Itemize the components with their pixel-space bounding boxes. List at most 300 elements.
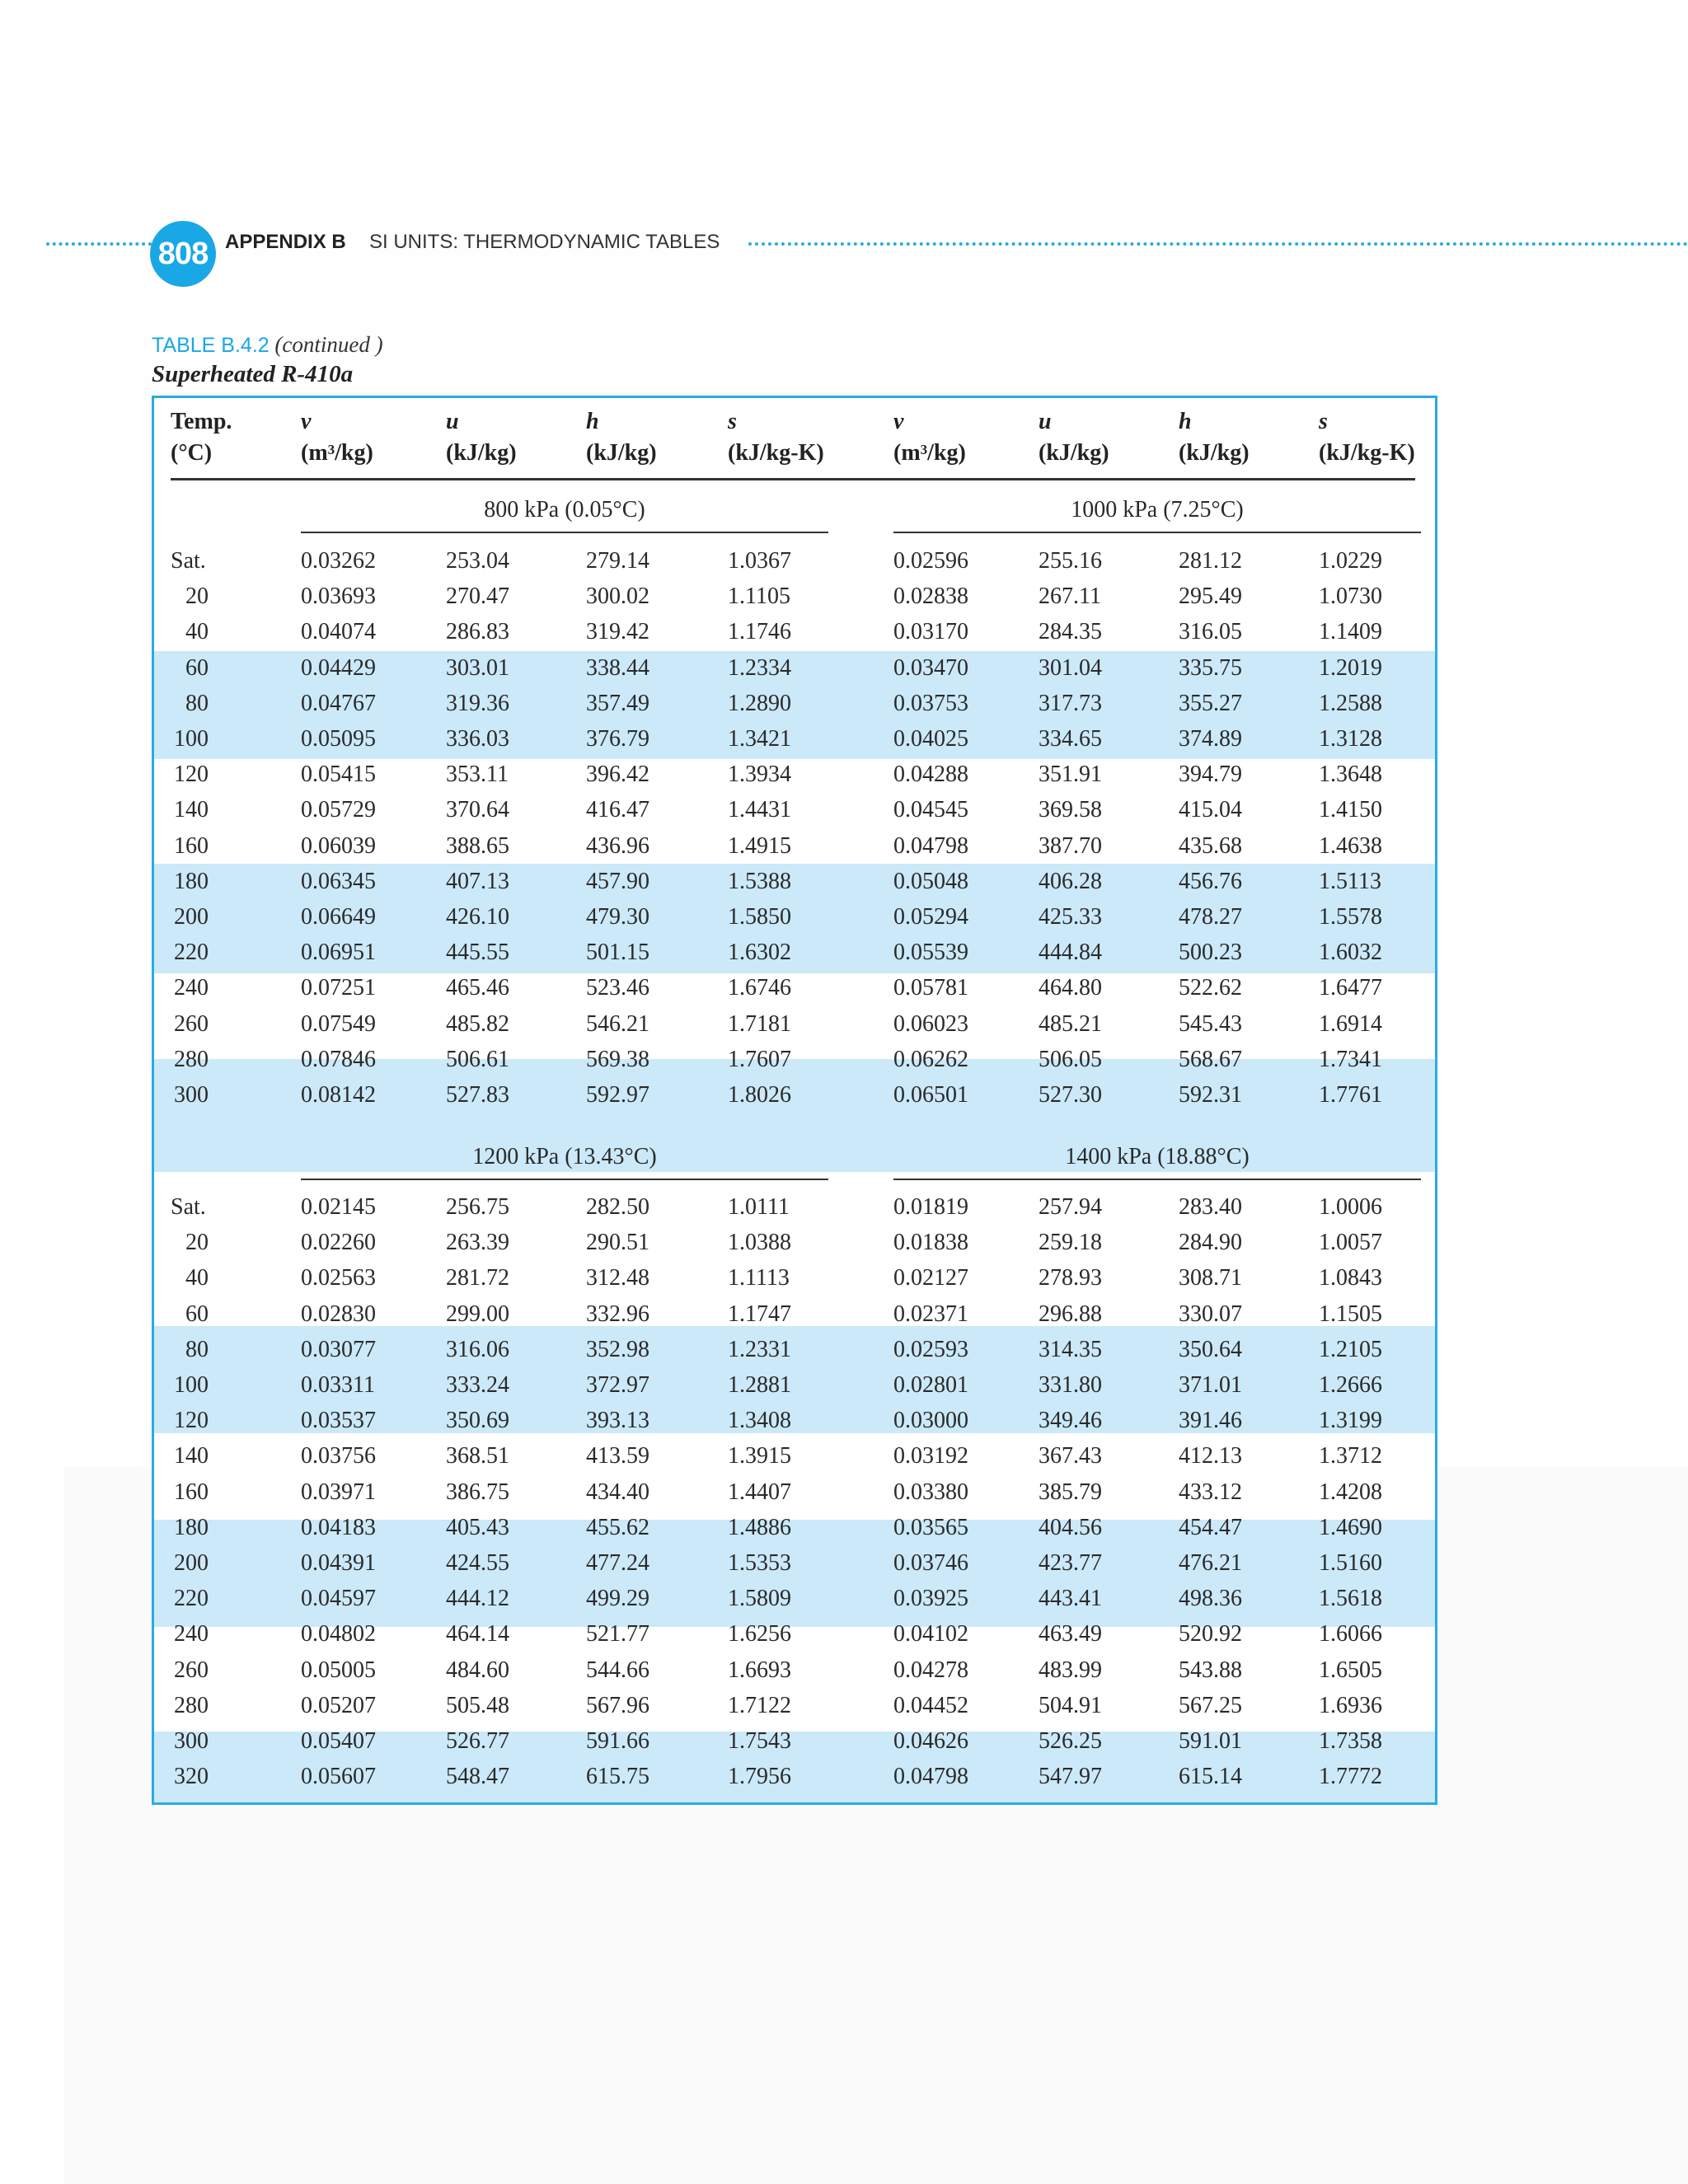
value-cell: 0.02371 (893, 1301, 968, 1327)
table-row (154, 1225, 1435, 1260)
value-cell: 545.43 (1179, 1010, 1242, 1037)
value-cell: 0.05294 (893, 904, 968, 930)
value-cell: 1.0111 (728, 1194, 790, 1220)
pressure-rule (893, 532, 1421, 533)
col-v-name: v (893, 409, 904, 434)
value-cell: 1.1746 (728, 619, 791, 645)
temp-cell: 300 (174, 1082, 209, 1108)
value-cell: 371.01 (1179, 1372, 1242, 1398)
dotted-rule-left (46, 242, 152, 246)
value-cell: 319.36 (446, 690, 509, 716)
value-cell: 1.0006 (1319, 1194, 1382, 1220)
value-cell: 1.0367 (728, 548, 791, 574)
value-cell: 0.07846 (301, 1046, 376, 1072)
value-cell: 351.91 (1039, 762, 1102, 788)
value-cell: 0.05005 (301, 1657, 376, 1683)
value-cell: 547.97 (1039, 1764, 1102, 1790)
table-row (154, 1759, 1435, 1794)
unit-pre: (m (893, 440, 921, 466)
value-cell: 1.6693 (728, 1657, 791, 1683)
value-cell: 0.02563 (301, 1265, 376, 1291)
col-header-s-left (728, 406, 824, 469)
table-row (154, 1296, 1435, 1332)
value-cell: 367.43 (1039, 1443, 1102, 1469)
pressure-label-1200: 1200 kPa (13.43°C) (472, 1144, 657, 1169)
value-cell: 1.7772 (1319, 1764, 1382, 1790)
value-cell: 357.49 (586, 690, 649, 716)
value-cell: 569.38 (586, 1046, 649, 1072)
temp-cell: 320 (174, 1764, 209, 1790)
table-row (154, 579, 1435, 614)
value-cell: 464.80 (1039, 975, 1102, 1001)
table-row (154, 686, 1435, 721)
value-cell: 463.49 (1039, 1621, 1102, 1647)
value-cell: 546.21 (586, 1010, 649, 1037)
value-cell: 0.07549 (301, 1010, 376, 1037)
appendix-label: APPENDIX B (225, 231, 346, 253)
value-cell: 615.14 (1179, 1764, 1242, 1790)
value-cell: 0.01838 (893, 1230, 968, 1256)
value-cell: 263.39 (446, 1230, 509, 1256)
value-cell: 295.49 (1179, 583, 1242, 610)
value-cell: 0.03000 (893, 1408, 968, 1434)
value-cell: 0.02830 (301, 1301, 376, 1327)
value-cell: 0.02596 (893, 548, 968, 574)
value-cell: 0.03746 (893, 1550, 968, 1576)
value-cell: 1.6302 (728, 940, 791, 966)
temp-cell: 60 (185, 1301, 209, 1327)
col-v-unit (301, 438, 373, 469)
value-cell: 0.02145 (301, 1194, 376, 1220)
value-cell: 0.04802 (301, 1621, 376, 1647)
value-cell: 479.30 (586, 904, 649, 930)
value-cell: 1.5113 (1319, 868, 1381, 894)
value-cell: 567.25 (1179, 1692, 1242, 1718)
value-cell: 270.47 (446, 583, 509, 610)
running-header (46, 221, 1641, 275)
value-cell: 0.04798 (893, 832, 968, 859)
value-cell: 1.7358 (1319, 1728, 1382, 1754)
header-rule (171, 478, 1415, 480)
value-cell: 455.62 (586, 1514, 649, 1540)
value-cell: 548.47 (446, 1764, 509, 1790)
value-cell: 0.06345 (301, 868, 376, 894)
col-u-name: u (446, 409, 459, 434)
temp-cell: 220 (174, 1586, 209, 1612)
value-cell: 0.07251 (301, 975, 376, 1001)
value-cell: 424.55 (446, 1550, 509, 1576)
value-cell: 388.65 (446, 832, 509, 859)
value-cell: 0.03565 (893, 1514, 968, 1540)
value-cell: 0.03380 (893, 1479, 968, 1505)
pressure-rule (893, 1179, 1421, 1180)
temp-cell: 140 (174, 1443, 209, 1469)
value-cell: 527.30 (1039, 1082, 1102, 1108)
table-row (154, 1367, 1435, 1403)
value-cell: 301.04 (1039, 654, 1102, 681)
table-row (154, 1688, 1435, 1723)
value-cell: 391.46 (1179, 1408, 1242, 1434)
value-cell: 443.41 (1039, 1586, 1102, 1612)
col-v-name: v (301, 409, 312, 434)
value-cell: 0.06649 (301, 904, 376, 930)
value-cell: 259.18 (1039, 1230, 1102, 1256)
value-cell: 591.66 (586, 1728, 649, 1754)
col-s-unit: (kJ/kg-K) (728, 440, 824, 466)
value-cell: 526.77 (446, 1728, 509, 1754)
value-cell: 0.06951 (301, 940, 376, 966)
value-cell: 1.1747 (728, 1301, 791, 1327)
value-cell: 1.5618 (1319, 1586, 1382, 1612)
value-cell: 1.7543 (728, 1728, 791, 1754)
page-number-badge: 808 (150, 221, 216, 287)
temp-cell: Sat. (171, 1194, 206, 1220)
value-cell: 520.92 (1179, 1621, 1242, 1647)
col-s-name: s (1319, 409, 1328, 434)
dotted-rule-right (748, 242, 1688, 246)
value-cell: 1.6066 (1319, 1621, 1382, 1647)
table-row (154, 1077, 1435, 1113)
value-cell: 286.83 (446, 619, 509, 645)
value-cell: 1.3648 (1319, 762, 1382, 788)
temp-cell: 260 (174, 1657, 209, 1683)
temp-cell: 100 (174, 726, 209, 752)
col-h-unit: (kJ/kg) (1179, 440, 1250, 466)
value-cell: 394.79 (1179, 762, 1242, 788)
value-cell: 374.89 (1179, 726, 1242, 752)
value-cell: 284.35 (1039, 619, 1102, 645)
table-row (154, 1510, 1435, 1545)
value-cell: 567.96 (586, 1692, 649, 1718)
value-cell: 0.04102 (893, 1621, 968, 1647)
col-header-v-right (893, 406, 966, 469)
table-row (154, 935, 1435, 970)
value-cell: 1.2019 (1319, 654, 1382, 681)
value-cell: 1.2666 (1319, 1372, 1382, 1398)
temp-cell: 220 (174, 940, 209, 966)
temp-cell: 200 (174, 904, 209, 930)
pressure-label-1400: 1400 kPa (18.88°C) (1065, 1144, 1250, 1169)
value-cell: 415.04 (1179, 797, 1242, 823)
value-cell: 405.43 (446, 1514, 509, 1540)
value-cell: 1.7607 (728, 1046, 791, 1072)
value-cell: 0.04025 (893, 726, 968, 752)
value-cell: 0.02838 (893, 583, 968, 610)
value-cell: 314.35 (1039, 1336, 1102, 1362)
value-cell: 312.48 (586, 1265, 649, 1291)
value-cell: 376.79 (586, 726, 649, 752)
value-cell: 1.7122 (728, 1692, 791, 1718)
value-cell: 0.05781 (893, 975, 968, 1001)
table-caption (152, 330, 383, 388)
value-cell: 498.36 (1179, 1586, 1242, 1612)
value-cell: 0.05048 (893, 868, 968, 894)
value-cell: 0.04278 (893, 1657, 968, 1683)
value-cell: 444.84 (1039, 940, 1102, 966)
value-cell: 0.04767 (301, 690, 376, 716)
value-cell: 0.03971 (301, 1479, 376, 1505)
value-cell: 478.27 (1179, 904, 1242, 930)
pressure-rule (301, 1179, 828, 1180)
value-cell: 1.0730 (1319, 583, 1382, 610)
temp-cell: 40 (185, 1265, 209, 1291)
value-cell: 1.3712 (1319, 1443, 1382, 1469)
table-row (154, 864, 1435, 899)
temp-cell: Sat. (171, 548, 206, 574)
value-cell: 521.77 (586, 1621, 649, 1647)
value-cell: 255.16 (1039, 548, 1102, 574)
table-row (154, 1581, 1435, 1616)
col-header-u-left (446, 406, 517, 469)
value-cell: 0.03311 (301, 1372, 375, 1398)
value-cell: 331.80 (1039, 1372, 1102, 1398)
value-cell: 1.5160 (1319, 1550, 1382, 1576)
value-cell: 0.04798 (893, 1764, 968, 1790)
value-cell: 0.05415 (301, 762, 376, 788)
value-cell: 0.05207 (301, 1692, 376, 1718)
value-cell: 1.1105 (728, 583, 790, 610)
value-cell: 0.06501 (893, 1082, 968, 1108)
value-cell: 0.02260 (301, 1230, 376, 1256)
value-cell: 1.3408 (728, 1408, 791, 1434)
table-row (154, 757, 1435, 792)
value-cell: 0.04288 (893, 762, 968, 788)
value-cell: 501.15 (586, 940, 649, 966)
value-cell: 1.5578 (1319, 904, 1382, 930)
table-row (154, 1006, 1435, 1042)
table-row (154, 1474, 1435, 1510)
col-u-unit: (kJ/kg) (1039, 440, 1109, 466)
value-cell: 1.1505 (1319, 1301, 1382, 1327)
value-cell: 483.99 (1039, 1657, 1102, 1683)
pressure-label-800: 800 kPa (0.05°C) (484, 497, 645, 523)
value-cell: 0.03192 (893, 1443, 968, 1469)
value-cell: 416.47 (586, 797, 649, 823)
col-header-h-left (586, 406, 657, 469)
value-cell: 0.03470 (893, 654, 968, 681)
value-cell: 0.03753 (893, 690, 968, 716)
value-cell: 319.42 (586, 619, 649, 645)
value-cell: 435.68 (1179, 832, 1242, 859)
temp-cell: 240 (174, 975, 209, 1001)
value-cell: 1.5353 (728, 1550, 791, 1576)
temp-cell: 300 (174, 1728, 209, 1754)
value-cell: 1.6256 (728, 1621, 791, 1647)
value-cell: 349.46 (1039, 1408, 1102, 1434)
value-cell: 464.14 (446, 1621, 509, 1647)
temp-cell: 120 (174, 1408, 209, 1434)
temp-cell: 20 (185, 583, 209, 610)
unit-pre: (m (301, 440, 328, 466)
value-cell: 1.4208 (1319, 1479, 1382, 1505)
value-cell: 330.07 (1179, 1301, 1242, 1327)
value-cell: 1.2334 (728, 654, 791, 681)
temp-cell: 280 (174, 1046, 209, 1072)
value-cell: 591.01 (1179, 1728, 1242, 1754)
value-cell: 522.62 (1179, 975, 1242, 1001)
value-cell: 283.40 (1179, 1194, 1242, 1220)
value-cell: 0.01819 (893, 1194, 968, 1220)
temp-cell: 160 (174, 1479, 209, 1505)
value-cell: 303.01 (446, 654, 509, 681)
value-cell: 256.75 (446, 1194, 509, 1220)
value-cell: 404.56 (1039, 1514, 1102, 1540)
table-row (154, 650, 1435, 686)
value-cell: 592.97 (586, 1082, 649, 1108)
value-cell: 1.5850 (728, 904, 791, 930)
col-v-unit (893, 438, 966, 469)
value-cell: 544.66 (586, 1657, 649, 1683)
value-cell: 444.12 (446, 1586, 509, 1612)
value-cell: 0.04183 (301, 1514, 376, 1540)
table-row (154, 1189, 1435, 1225)
value-cell: 1.0388 (728, 1230, 791, 1256)
value-cell: 1.2890 (728, 690, 791, 716)
table-row (154, 1723, 1435, 1759)
table-row (154, 1545, 1435, 1581)
col-h-name: h (586, 409, 599, 434)
value-cell: 499.29 (586, 1586, 649, 1612)
value-cell: 369.58 (1039, 797, 1102, 823)
section-label: SI UNITS: THERMODYNAMIC TABLES (369, 231, 720, 253)
col-h-name: h (1179, 409, 1192, 434)
value-cell: 1.7341 (1319, 1046, 1382, 1072)
value-cell: 425.33 (1039, 904, 1102, 930)
temp-cell: 40 (185, 619, 209, 645)
value-cell: 1.7956 (728, 1764, 791, 1790)
unit-post: /kg) (927, 440, 966, 466)
table-row (154, 1332, 1435, 1367)
col-header-u-right (1039, 406, 1109, 469)
value-cell: 0.03170 (893, 619, 968, 645)
value-cell: 1.4690 (1319, 1514, 1382, 1540)
temp-cell: 200 (174, 1550, 209, 1576)
value-cell: 0.04626 (893, 1728, 968, 1754)
value-cell: 0.05407 (301, 1728, 376, 1754)
value-cell: 1.4407 (728, 1479, 791, 1505)
unit-post: /kg) (335, 440, 373, 466)
value-cell: 445.55 (446, 940, 509, 966)
value-cell: 1.6477 (1319, 975, 1382, 1001)
value-cell: 543.88 (1179, 1657, 1242, 1683)
property-table (152, 396, 1437, 1805)
value-cell: 1.2588 (1319, 690, 1382, 716)
table-row (154, 828, 1435, 864)
value-cell: 500.23 (1179, 940, 1242, 966)
value-cell: 267.11 (1039, 583, 1101, 610)
value-cell: 485.82 (446, 1010, 509, 1037)
temp-cell: 160 (174, 832, 209, 859)
value-cell: 526.25 (1039, 1728, 1102, 1754)
value-cell: 0.08142 (301, 1082, 376, 1108)
value-cell: 387.70 (1039, 832, 1102, 859)
value-cell: 334.65 (1039, 726, 1102, 752)
value-cell: 372.97 (586, 1372, 649, 1398)
table-row (154, 792, 1435, 827)
value-cell: 386.75 (446, 1479, 509, 1505)
temp-cell: 280 (174, 1692, 209, 1718)
value-cell: 0.04597 (301, 1586, 376, 1612)
temp-cell: 180 (174, 1514, 209, 1540)
value-cell: 0.05607 (301, 1764, 376, 1790)
value-cell: 1.4886 (728, 1514, 791, 1540)
value-cell: 0.04074 (301, 619, 376, 645)
value-cell: 1.2105 (1319, 1336, 1382, 1362)
value-cell: 1.1113 (728, 1265, 790, 1291)
value-cell: 0.02801 (893, 1372, 968, 1398)
value-cell: 1.5809 (728, 1586, 791, 1612)
value-cell: 300.02 (586, 583, 649, 610)
col-s-name: s (728, 409, 737, 434)
table-continued: (continued ) (274, 332, 383, 357)
value-cell: 317.73 (1039, 690, 1102, 716)
value-cell: 434.40 (586, 1479, 649, 1505)
col-u-name: u (1039, 409, 1052, 434)
value-cell: 336.03 (446, 726, 509, 752)
value-cell: 523.46 (586, 975, 649, 1001)
value-cell: 0.02593 (893, 1336, 968, 1362)
temp-cell: 180 (174, 868, 209, 894)
col-header-h-right (1179, 406, 1250, 469)
pressure-rule (301, 532, 828, 533)
pressure-label-1000: 1000 kPa (7.25°C) (1071, 497, 1244, 523)
value-cell: 1.6914 (1319, 1010, 1382, 1037)
value-cell: 1.7181 (728, 1010, 791, 1037)
value-cell: 308.71 (1179, 1265, 1242, 1291)
col-header-temp (171, 406, 232, 469)
value-cell: 433.12 (1179, 1479, 1242, 1505)
value-cell: 284.90 (1179, 1230, 1242, 1256)
col-u-unit: (kJ/kg) (446, 440, 517, 466)
value-cell: 406.28 (1039, 868, 1102, 894)
col-header-s-right (1319, 406, 1415, 469)
value-cell: 1.0229 (1319, 548, 1382, 574)
table-row (154, 1652, 1435, 1688)
value-cell: 355.27 (1179, 690, 1242, 716)
value-cell: 396.42 (586, 762, 649, 788)
value-cell: 426.10 (446, 904, 509, 930)
value-cell: 592.31 (1179, 1082, 1242, 1108)
value-cell: 1.4915 (728, 832, 791, 859)
value-cell: 1.2881 (728, 1372, 791, 1398)
value-cell: 281.12 (1179, 548, 1242, 574)
value-cell: 506.05 (1039, 1046, 1102, 1072)
value-cell: 1.3421 (728, 726, 791, 752)
value-cell: 0.03693 (301, 583, 376, 610)
value-cell: 0.05729 (301, 797, 376, 823)
temp-cell: 80 (185, 690, 209, 716)
value-cell: 615.75 (586, 1764, 649, 1790)
value-cell: 477.24 (586, 1550, 649, 1576)
value-cell: 1.3934 (728, 762, 791, 788)
value-cell: 476.21 (1179, 1550, 1242, 1576)
value-cell: 296.88 (1039, 1301, 1102, 1327)
value-cell: 316.05 (1179, 619, 1242, 645)
value-cell: 257.94 (1039, 1194, 1102, 1220)
value-cell: 0.03756 (301, 1443, 376, 1469)
value-cell: 0.06039 (301, 832, 376, 859)
value-cell: 484.60 (446, 1657, 509, 1683)
value-cell: 1.3915 (728, 1443, 791, 1469)
value-cell: 1.2331 (728, 1336, 791, 1362)
col-temp-unit: (°C) (171, 440, 213, 466)
value-cell: 485.21 (1039, 1010, 1102, 1037)
table-row (154, 899, 1435, 935)
value-cell: 338.44 (586, 654, 649, 681)
value-cell: 1.0057 (1319, 1230, 1382, 1256)
value-cell: 0.04429 (301, 654, 376, 681)
value-cell: 0.04452 (893, 1692, 968, 1718)
